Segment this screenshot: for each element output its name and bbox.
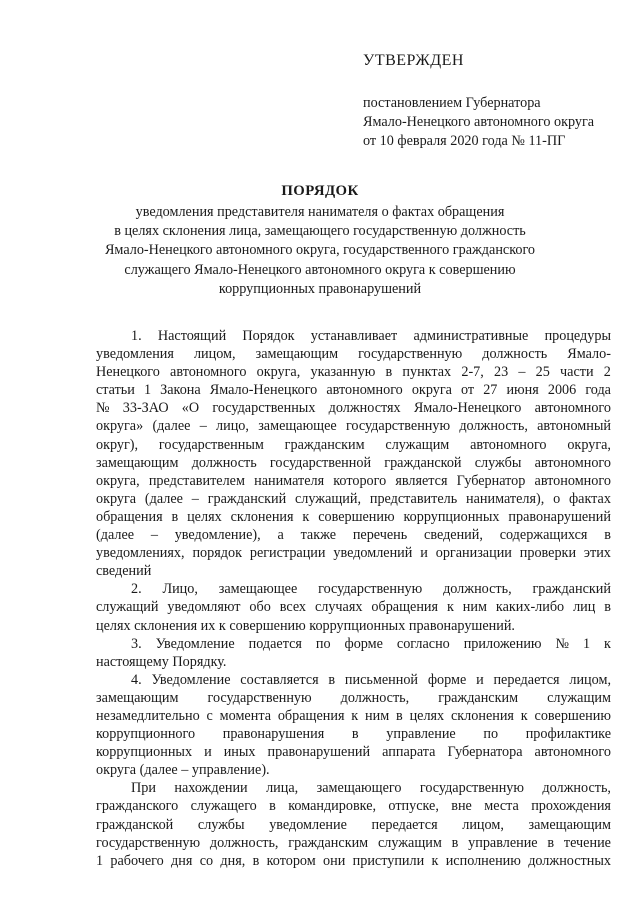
document-title: ПОРЯДОК (281, 183, 359, 199)
document-subtitle (70, 203, 570, 299)
body-text-line: 3. Уведомление подается по форме согласно приложению № 1 к (131, 635, 611, 652)
body-text-line: 2. Лицо, замещающее государственную должность, гражданский (131, 581, 611, 598)
document-body (96, 327, 611, 870)
body-text-line: Ненецкого автономного округа, указанную в пунктах 2-7, 23 – 25 части 2 (96, 364, 611, 381)
decree-line: Ямало-Ненецкого автономного округа (363, 114, 595, 130)
body-text-line: настоящему Порядку. (96, 653, 227, 670)
body-text-line: обращения в целях склонения к совершению коррупционных правонарушений (96, 508, 611, 525)
body-text-line: уведомлениях, порядок регистрации уведомлений и организации проверки этих (96, 545, 611, 562)
body-text-line: При нахождении лица, замещающего государственную должность, (131, 780, 611, 797)
decree-line: от 10 февраля 2020 года № 11-ПГ (363, 133, 566, 149)
body-text-line: замещающим государственную должность, гражданским служащим (96, 689, 611, 706)
body-text-line: незамедлительно с момента обращения к ним в целях склонения к совершению (96, 707, 611, 724)
approval-decree-reference (363, 94, 594, 151)
body-text-line: государственную должность, гражданским служащим в управление в течение (96, 834, 611, 851)
body-text-line: № 33-ЗАО «О государственных должностях Ямало-Ненецкого автономного (96, 400, 611, 417)
body-text-line: 1 рабочего дня со дня, в котором они приступили к исполнению должностных (96, 852, 611, 869)
body-text-line: 1. Настоящий Порядок устанавливает административные процедуры (131, 328, 611, 344)
body-text-line: округ), государственным гражданским служащим автономного округа, (96, 436, 611, 453)
subtitle-line: коррупционных правонарушений (218, 280, 422, 297)
subtitle-line: уведомления представителя нанимателя о фактах обращения (135, 204, 505, 220)
body-text-line: округа, представителем нанимателя которого является Губернатор автономного (96, 472, 611, 489)
body-text-line: замещающим должность государственной гражданской службы автономного (96, 454, 611, 471)
subtitle-line: в целях склонения лица, замещающего государственную должность (114, 223, 526, 240)
body-text-line: уведомления лицом, замещающим государственную должность Ямало- (96, 346, 611, 363)
subtitle-line: служащего Ямало-Ненецкого автономного округа к совершению (124, 261, 516, 278)
subtitle-line: Ямало-Ненецкого автономного округа, государственного гражданского (104, 242, 536, 259)
body-text-line: (далее – уведомление), а также перечень сведений, содержащихся в (96, 527, 611, 544)
body-text-line: округа (далее – гражданский служащий, представитель нанимателя), о фактах (96, 490, 611, 507)
body-text-line: округа (далее – управление). (96, 762, 270, 779)
body-text-line: служащий уведомляют обо всех случаях обращения к ним каких-либо лиц в (96, 599, 611, 616)
body-text-line: округа» (далее – лицо, замещающее государственную должность, автономный (96, 418, 611, 435)
decree-line: постановлением Губернатора (363, 95, 541, 111)
body-text-line: гражданской службы уведомление передается лицом, замещающим (96, 816, 611, 833)
approval-stamp-heading: УТВЕРЖДЕН (363, 52, 464, 69)
body-text-line: коррупционных и иных правонарушений аппарата Губернатора автономного (96, 744, 611, 761)
body-text-line: 4. Уведомление составляется в письменной форме и передается лицом, (131, 671, 611, 688)
body-text-line: коррупционного правонарушения в управление по профилактике (96, 726, 611, 743)
body-text-line: сведений (96, 563, 152, 580)
body-text-line: целях склонения их к совершению коррупционных правонарушений. (96, 617, 515, 634)
body-text-line: гражданского служащего в командировке, отпуске, вне места прохождения (96, 798, 611, 815)
body-text-line: статьи 1 Закона Ямало-Ненецкого автономного округа от 27 июня 2006 года (96, 382, 611, 399)
